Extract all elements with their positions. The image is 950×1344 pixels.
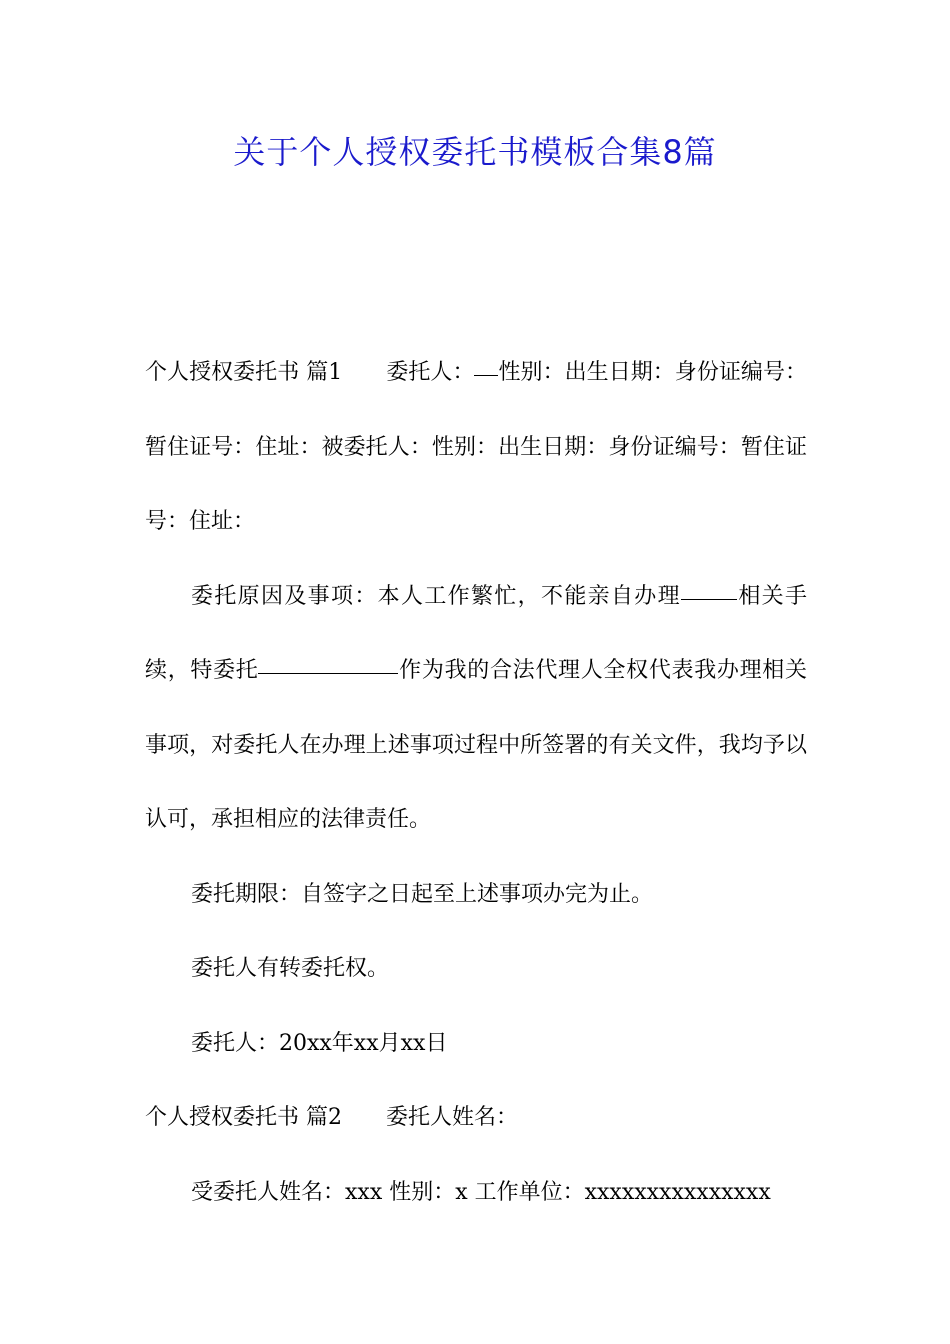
document-body [145, 336, 807, 1230]
section1-line1-rest: 性别：出生日期：身份证 [498, 360, 741, 385]
reason-text-3: 作为我的合法代理人全权代表我办理相关事项，对委托人在办理上述事项过程中所签署的有关文件，我均予以认可，承担相应的法律责任。 [145, 658, 807, 832]
blank-underline [681, 599, 737, 600]
section1-signature-paragraph: 委托人：20xx年xx月xx日 [191, 1030, 448, 1056]
section1-transfer-paragraph: 委托人有转委托权。 [191, 956, 390, 981]
section1-term-paragraph: 委托期限：自签字之日起至上述事项办完为止。 [191, 881, 654, 907]
reason-text-2: 相关手续，特委托 [145, 583, 807, 683]
section1-line2: 编号：暂住证号：住址：被委托人：性别：出生日期：身份证 [145, 360, 807, 460]
section1-line3: 编号：暂住证号：住址： [145, 434, 807, 534]
section1-principal-label: 委托人： [386, 360, 475, 385]
blank-underline [258, 673, 398, 674]
section2-trustee-paragraph: 受委托人姓名：xxx 性别：x 工作单位：xxxxxxxxxxxxxxx [191, 1179, 771, 1205]
section2-principal-label: 委托人姓名： [386, 1105, 519, 1130]
section1-heading: 个人授权委托书 篇1 [145, 360, 343, 385]
reason-text-1: 委托原因及事项：本人工作繁忙，不能亲自办理 [191, 583, 681, 609]
section1-intro-paragraph [145, 336, 807, 560]
document-title: 关于个人授权委托书模板合集8篇 [233, 133, 717, 171]
blank-underline [474, 375, 498, 376]
section2-heading: 个人授权委托书 篇2 [145, 1105, 342, 1130]
section2-intro-paragraph [145, 1081, 807, 1156]
section1-reason-paragraph [145, 560, 807, 858]
